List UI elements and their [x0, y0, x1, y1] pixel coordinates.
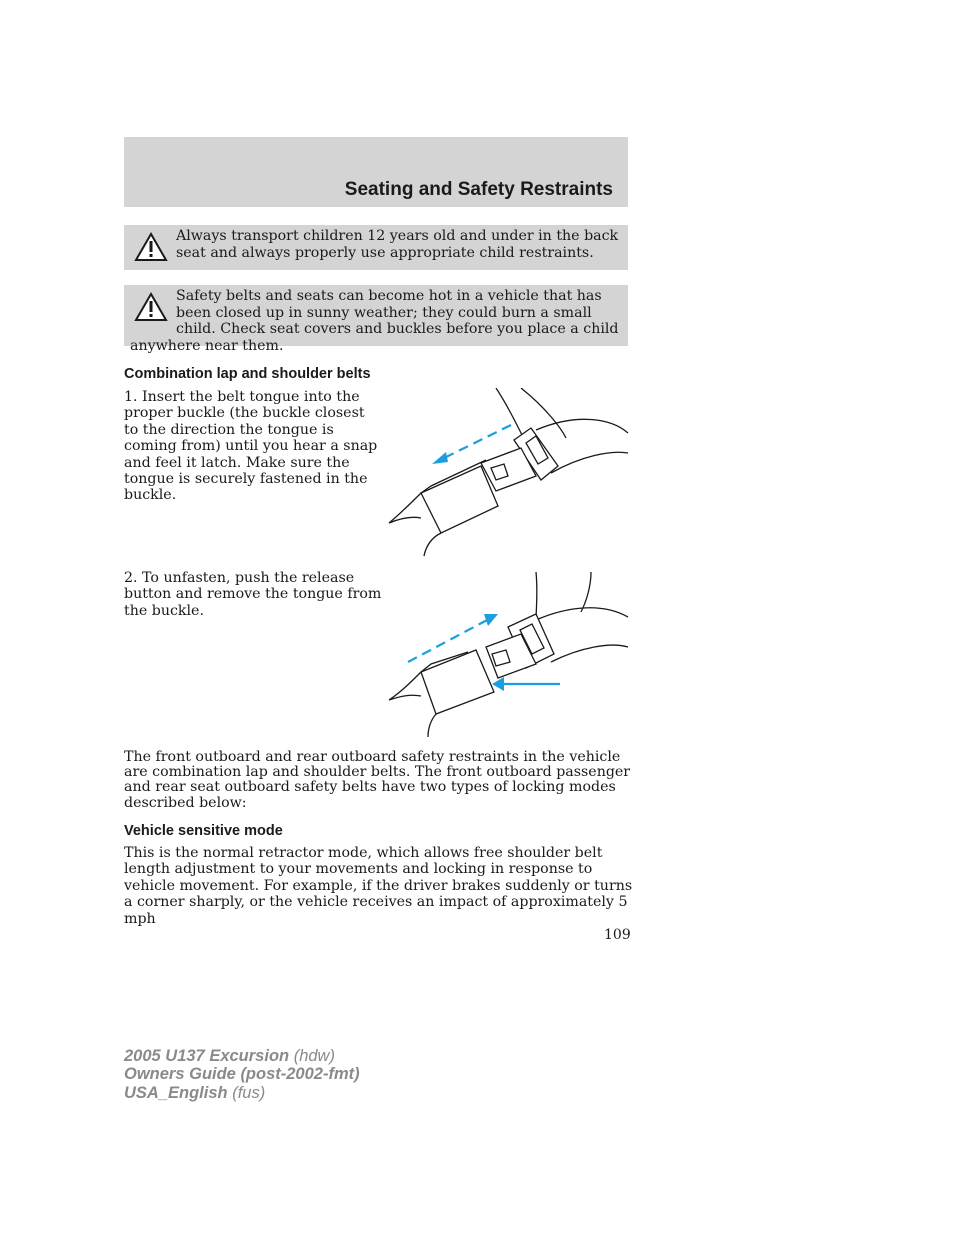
step-2-text: 2. To unfasten, push the release button and remove the tongue from the buckle.	[124, 570, 382, 619]
belt-release-illustration	[386, 572, 630, 738]
document-footer	[124, 1047, 360, 1102]
section-header-band	[124, 137, 628, 207]
warning-box-children	[124, 225, 628, 270]
belts-description: The front outboard and rear outboard safety restraints in the vehicle are combination lap and shoulder belts. The front outboard passenger and rear seat outboard safety belts have two types of locking modes described below:	[124, 749, 631, 811]
vehicle-sensitive-description: This is the normal retractor mode, which allows free shoulder belt length adjustment to your movements and locking in response to vehicle movement. For example, if the driver brakes suddenly or turns a corner sharply, or the vehicle receives an impact of approximately 5 mph	[124, 845, 633, 927]
footer-guide: Owners Guide (post-2002-fmt)	[124, 1065, 360, 1084]
heading-vehicle-sensitive-mode: Vehicle sensitive mode	[124, 823, 283, 839]
footer-language: USA_English	[124, 1083, 228, 1102]
step-1-text: 1. Insert the belt tongue into the proper buckle (the buckle closest to the direction the tongue is coming from) until you hear a snap and feel it latch. Make sure the tongue is securely fastened in the buckle.	[124, 389, 378, 504]
footer-model-code: (hdw)	[289, 1047, 335, 1065]
belt-insert-illustration	[386, 388, 630, 558]
footer-language-code: (fus)	[227, 1083, 266, 1102]
page-number: 109	[604, 927, 631, 943]
warning-box-hot-seats	[124, 285, 628, 354]
section-title: Seating and Safety Restraints	[344, 179, 613, 200]
warning-text: Safety belts and seats can become hot in a vehicle that has been closed up in sunny weather; they could burn a small child. Check seat covers and buckles before you place a child anywhere near them.	[130, 288, 619, 354]
footer-model: 2005 U137 Excursion	[124, 1047, 290, 1065]
warning-triangle-icon	[134, 232, 168, 262]
warning-text: Always transport children 12 years old and under in the back seat and always properly use appropriate child restraints.	[176, 228, 619, 261]
heading-combination-belts: Combination lap and shoulder belts	[124, 366, 371, 382]
warning-triangle-icon	[134, 292, 168, 322]
